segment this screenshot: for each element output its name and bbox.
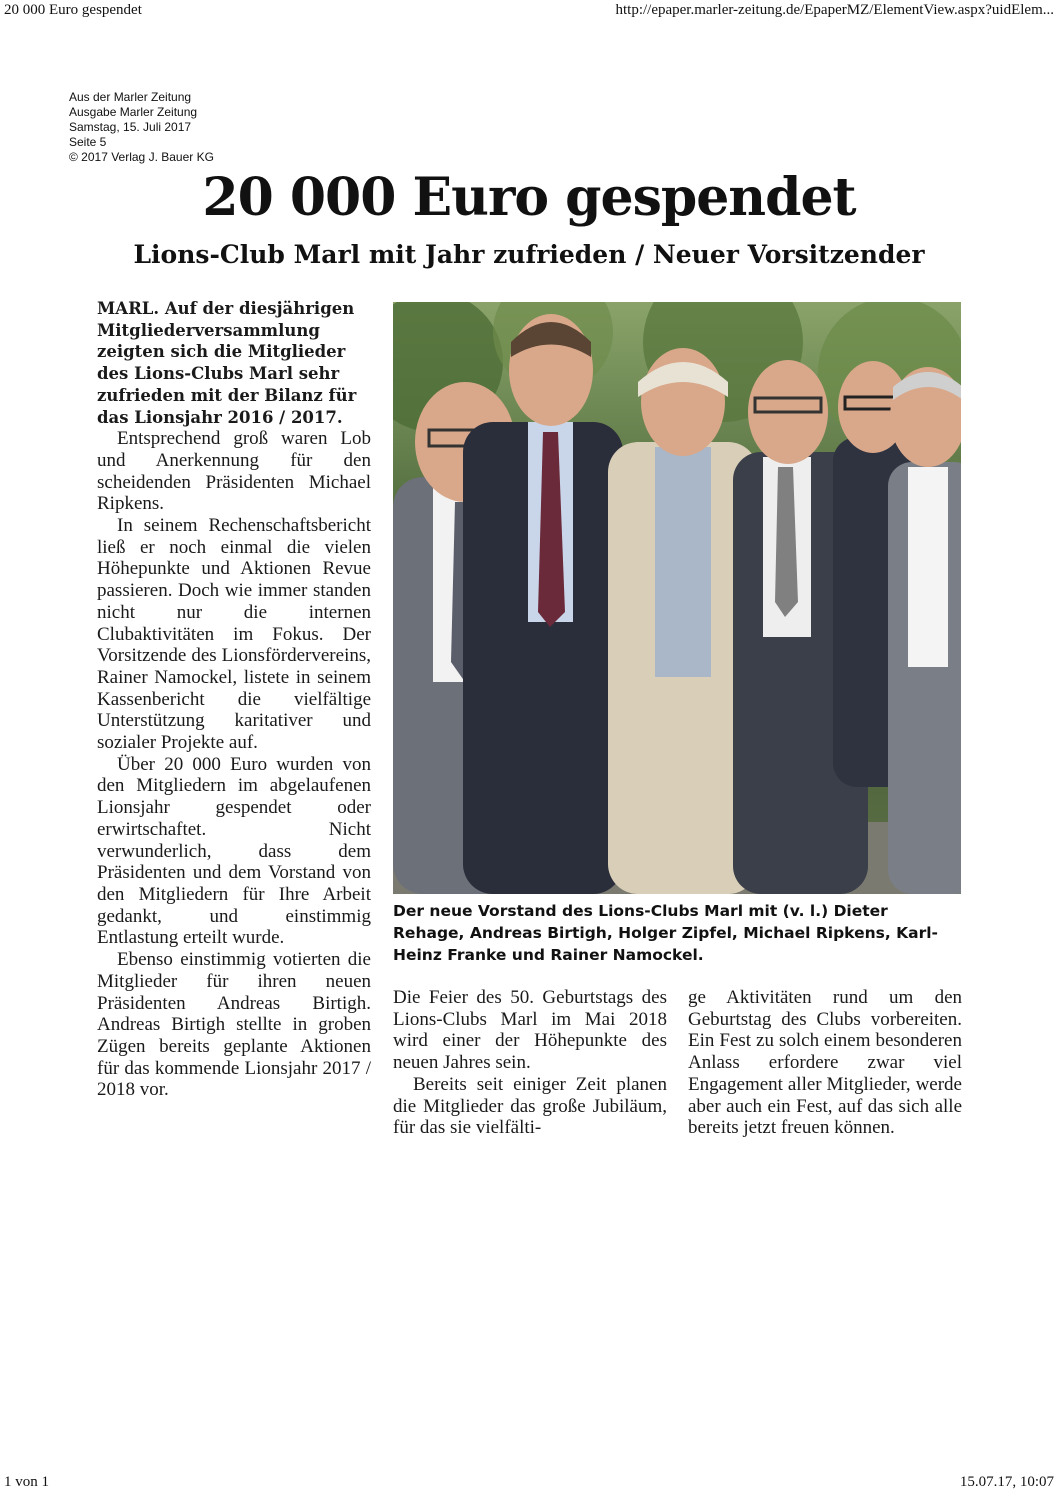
article-paragraph: Entsprechend groß waren Lob und Anerkennung für den scheidenden Präsidenten Michael Ripkens. [97, 428, 371, 515]
article-paragraph: Bereits seit einiger Zeit planen die Mitglieder das große Jubiläum, für das sie vielfälti- [393, 1073, 667, 1139]
article-paragraph: Ebenso einstimmig votierten die Mitglieder für ihren neuen Präsidenten Andreas Birtigh. Andreas Birtigh stellte in groben Zügen bereits geplante Aktionen für das kommende Lionsjahr 2017 / 2018 vor. [97, 949, 371, 1101]
article-paragraph: Über 20 000 Euro wurden von den Mitgliedern im abgelaufenen Lionsjahr gespendet oder erwirtschaftet. Nicht verwunderlich, dass dem Präsidenten und dem Vorstand von den Mitgliedern für Ihre Arbeit gedankt, und einstimmig Entlastung erteilt wurde. [97, 753, 371, 949]
article-paragraph: Die Feier des 50. Geburtstags des Lions-Clubs Marl im Mai 2018 wird einer der Höhepunkte des neuen Jahres sein. [393, 987, 667, 1074]
print-datetime: 15.07.17, 10:07 [959, 1474, 1054, 1490]
article-column-2 [393, 987, 667, 1139]
source-date: Samstag, 15. Juli 2017 [69, 120, 192, 134]
print-header-url[interactable]: http://epaper.marler-zeitung.de/EpaperMZ/ElementView.aspx?uidElem... [615, 2, 1054, 18]
print-header-title: 20 000 Euro gespendet [4, 2, 142, 18]
article-paragraph: In seinem Rechenschaftsbericht ließ er noch einmal die vielen Höhepunkte und Aktionen Revue passieren. Doch wie immer standen nicht nur die internen Clubaktivitäten im Fokus. Der Vorsitzende des Lionsfördervereins, Rainer Namockel, listete in seinem Kassenbericht die vielfältige Unterstützung karitativer und sozialer Projekte auf. [97, 515, 371, 754]
source-page: Seite 5 [69, 135, 107, 149]
article-paragraph: ge Aktivitäten rund um den Geburtstag des Clubs vorbereiten. Ein Fest zu solch einem besonderen Anlass erfordere zwar viel Engagement aller Mitglieder, werde aber auch ein Fest, auf das sich alle bereits jetzt freuen können. [688, 987, 962, 1139]
group-photo-image [393, 302, 961, 894]
group-photo [393, 302, 961, 894]
source-edition: Ausgabe Marler Zeitung [69, 105, 198, 119]
source-paper: Aus der Marler Zeitung [69, 90, 192, 104]
print-footer [0, 1474, 1058, 1494]
article-column-1 [97, 298, 371, 1101]
article-subheadline: Lions-Club Marl mit Jahr zufrieden / Neuer Vorsitzender [133, 240, 925, 269]
print-header [0, 2, 1058, 22]
page-number: 1 von 1 [4, 1474, 49, 1490]
article-headline: 20 000 Euro gespendet [202, 167, 856, 228]
source-copyright: © 2017 Verlag J. Bauer KG [69, 150, 214, 164]
article-column-3 [688, 987, 962, 1139]
photo-caption: Der neue Vorstand des Lions-Clubs Marl mit (v. l.) Dieter Rehage, Andreas Birtigh, Holger Zipfel, Michael Ripkens, Karl-Heinz Franke und Rainer Namockel. [393, 902, 938, 964]
article-lead: MARL. Auf der diesjährigen Mitgliederversammlung zeigten sich die Mitglieder des Lions-Clubs Marl sehr zufrieden mit der Bilanz für das Lionsjahr 2016 / 2017. [97, 299, 357, 427]
source-info [69, 90, 214, 165]
